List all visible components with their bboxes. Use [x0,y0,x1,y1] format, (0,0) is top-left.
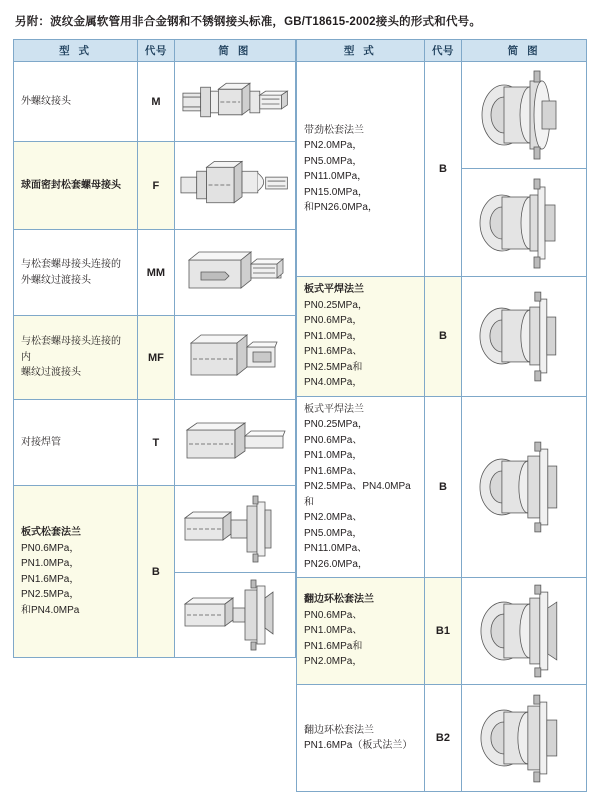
table-row [297,396,587,578]
type-cell [14,142,138,230]
table-row [14,316,296,400]
figure-cell [462,62,587,277]
type-line: 板式平焊法兰 [304,284,364,296]
type-line: PN0.25MPa，PN0.6MPa， [304,299,368,327]
page-title: 另附：波纹金属软管用非合金钢和不锈钢接头标准，GB/T18615-2002接头的形式和代号。 [15,16,482,28]
plate-loose-flange-figure [175,487,295,573]
type-cell [14,62,138,142]
lap-joint-loose-flange-plate-figure [464,692,584,784]
header-figure: 简 图 [174,40,295,62]
code-cell: B [138,486,175,658]
type-line: 对接焊管 [21,436,61,448]
type-line: PN2.0MPa、PN5.0MPa， [304,512,363,539]
table-row [14,62,296,142]
butt-weld-pipe-figure [177,414,293,472]
left-table [13,39,296,658]
type-line: PN1.6MPa（板式法兰） [304,740,413,752]
type-line: 带劲松套法兰 [304,124,364,136]
footer-spacer [13,792,587,802]
ribbed-loose-flange-figure-2 [462,169,586,276]
code-cell: MM [138,230,175,316]
type-line: PN0.25MPa，PN0.6MPa、 [304,419,368,446]
code-cell: F [138,142,175,230]
table-row [297,277,587,397]
code-cell: B1 [424,578,462,685]
spherical-seal-union-nut-figure [177,153,293,219]
type-cell [14,486,138,658]
figure-cell [462,396,587,578]
male-thread-transition-figure [177,242,293,304]
figure-cell [174,316,295,400]
figure-cell [174,400,295,486]
ribbed-loose-flange-figure-1 [462,62,586,169]
type-line: 与松套螺母接头连接的内 [21,336,121,363]
plate-loose-flange-figure-2 [175,573,295,657]
type-cell [297,396,425,578]
header-type: 型 式 [297,40,425,62]
plate-flat-weld-flange-figure-1 [464,289,584,383]
figure-cell [174,486,295,658]
right-table [296,39,587,792]
table-row [14,486,296,658]
figure-cell [462,578,587,685]
type-line: 翻边环松套法兰 [304,594,374,606]
female-thread-transition-figure [177,327,293,389]
figure-cell [174,62,295,142]
table-row [14,142,296,230]
type-line: PN1.0MPa，PN1.6MPa、 [304,330,363,358]
type-line: 和PN26.0MPa， [304,202,378,214]
code-cell: B [424,62,462,277]
figure-cell [462,277,587,397]
table-row [14,230,296,316]
table-row [14,400,296,486]
type-line: PN0.6MPa，PN1.0MPa， [21,542,80,570]
type-cell [14,400,138,486]
table-header-row [297,40,587,62]
plate-flat-weld-flange-figure-2 [464,440,584,534]
type-cell [297,277,425,397]
type-line: 和PN4.0MPa [21,604,80,616]
figure-cell [174,230,295,316]
code-cell: B [424,277,462,397]
code-cell: M [138,62,175,142]
table-header-row [14,40,296,62]
type-line: PN11.0MPa，PN15.0MPa， [304,171,368,198]
type-line: 外螺纹接头 [21,95,71,107]
code-cell: MF [138,316,175,400]
threaded-male-connector-figure [177,71,293,133]
type-line: PN2.0MPa，PN5.0MPa， [304,140,363,167]
table-row [297,578,587,685]
type-line: PN1.6MPa，PN2.5MPa， [21,573,80,601]
type-line: 板式松套法兰 [21,527,81,539]
figure-cell [462,685,587,792]
type-cell [14,230,138,316]
code-cell: T [138,400,175,486]
type-line: 板式平焊法兰 [304,403,364,415]
type-cell [297,62,425,277]
type-line: PN2.5MPa和PN4.0MPa， [304,361,363,389]
header-figure: 简 图 [462,40,587,62]
header-code: 代号 [138,40,175,62]
type-line: PN1.0MPa，PN1.6MPa、 [304,450,363,477]
table-row [297,62,587,277]
figure-cell [174,142,295,230]
type-line: 翻边环松套法兰 [304,724,374,736]
type-line: PN0.6MPa、PN1.0MPa、 [304,609,363,637]
code-cell: B [424,396,462,578]
specification-tables [13,39,587,792]
type-line: PN2.5MPa、PN4.0MPa 和 [304,481,411,508]
type-line: 外螺纹过渡接头 [21,274,91,286]
header-code: 代号 [424,40,462,62]
type-line: 螺纹过渡接头 [21,367,81,379]
type-cell [14,316,138,400]
type-cell [297,685,425,792]
type-line: 球面密封松套螺母接头 [21,179,121,191]
header-type: 型 式 [14,40,138,62]
type-line: PN11.0MPa、PN26.0MPa， [304,543,368,570]
type-line: PN1.6MPa和PN2.0MPa， [304,640,363,668]
lap-joint-loose-flange-figure [464,584,584,678]
type-line: 与松套螺母接头连接的 [21,259,121,271]
code-cell: B2 [424,685,462,792]
type-cell [297,578,425,685]
table-row [297,685,587,792]
